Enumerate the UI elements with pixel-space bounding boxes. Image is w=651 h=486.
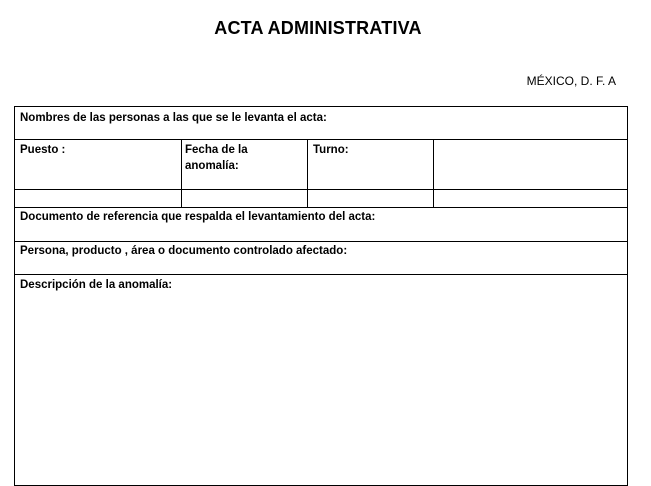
document-title: ACTA ADMINISTRATIVA xyxy=(214,18,422,38)
divider-persons xyxy=(15,139,627,140)
reference-doc-label: Documento de referencia que respalda el levantamiento del acta: xyxy=(20,211,376,223)
affected-label: Persona, producto , área o documento controlado afectado: xyxy=(20,245,348,257)
description-label: Descripción de la anomalía: xyxy=(20,279,173,291)
place-date-line: MÉXICO, D. F. A xyxy=(526,74,616,88)
divider-col-2 xyxy=(307,139,308,207)
divider-values-row xyxy=(15,189,627,190)
divider-description xyxy=(15,274,627,275)
persons-label: Nombres de las personas a las que se le levanta el acta: xyxy=(20,112,327,124)
divider-affected xyxy=(15,241,627,242)
anomaly-date-label: Fecha de la anomalía: xyxy=(185,144,248,172)
position-label: Puesto : xyxy=(20,144,66,156)
divider-col-1 xyxy=(181,139,182,207)
divider-reference xyxy=(15,207,627,208)
divider-col-3 xyxy=(433,139,434,207)
shift-label: Turno: xyxy=(313,144,349,156)
act-form xyxy=(14,106,628,486)
